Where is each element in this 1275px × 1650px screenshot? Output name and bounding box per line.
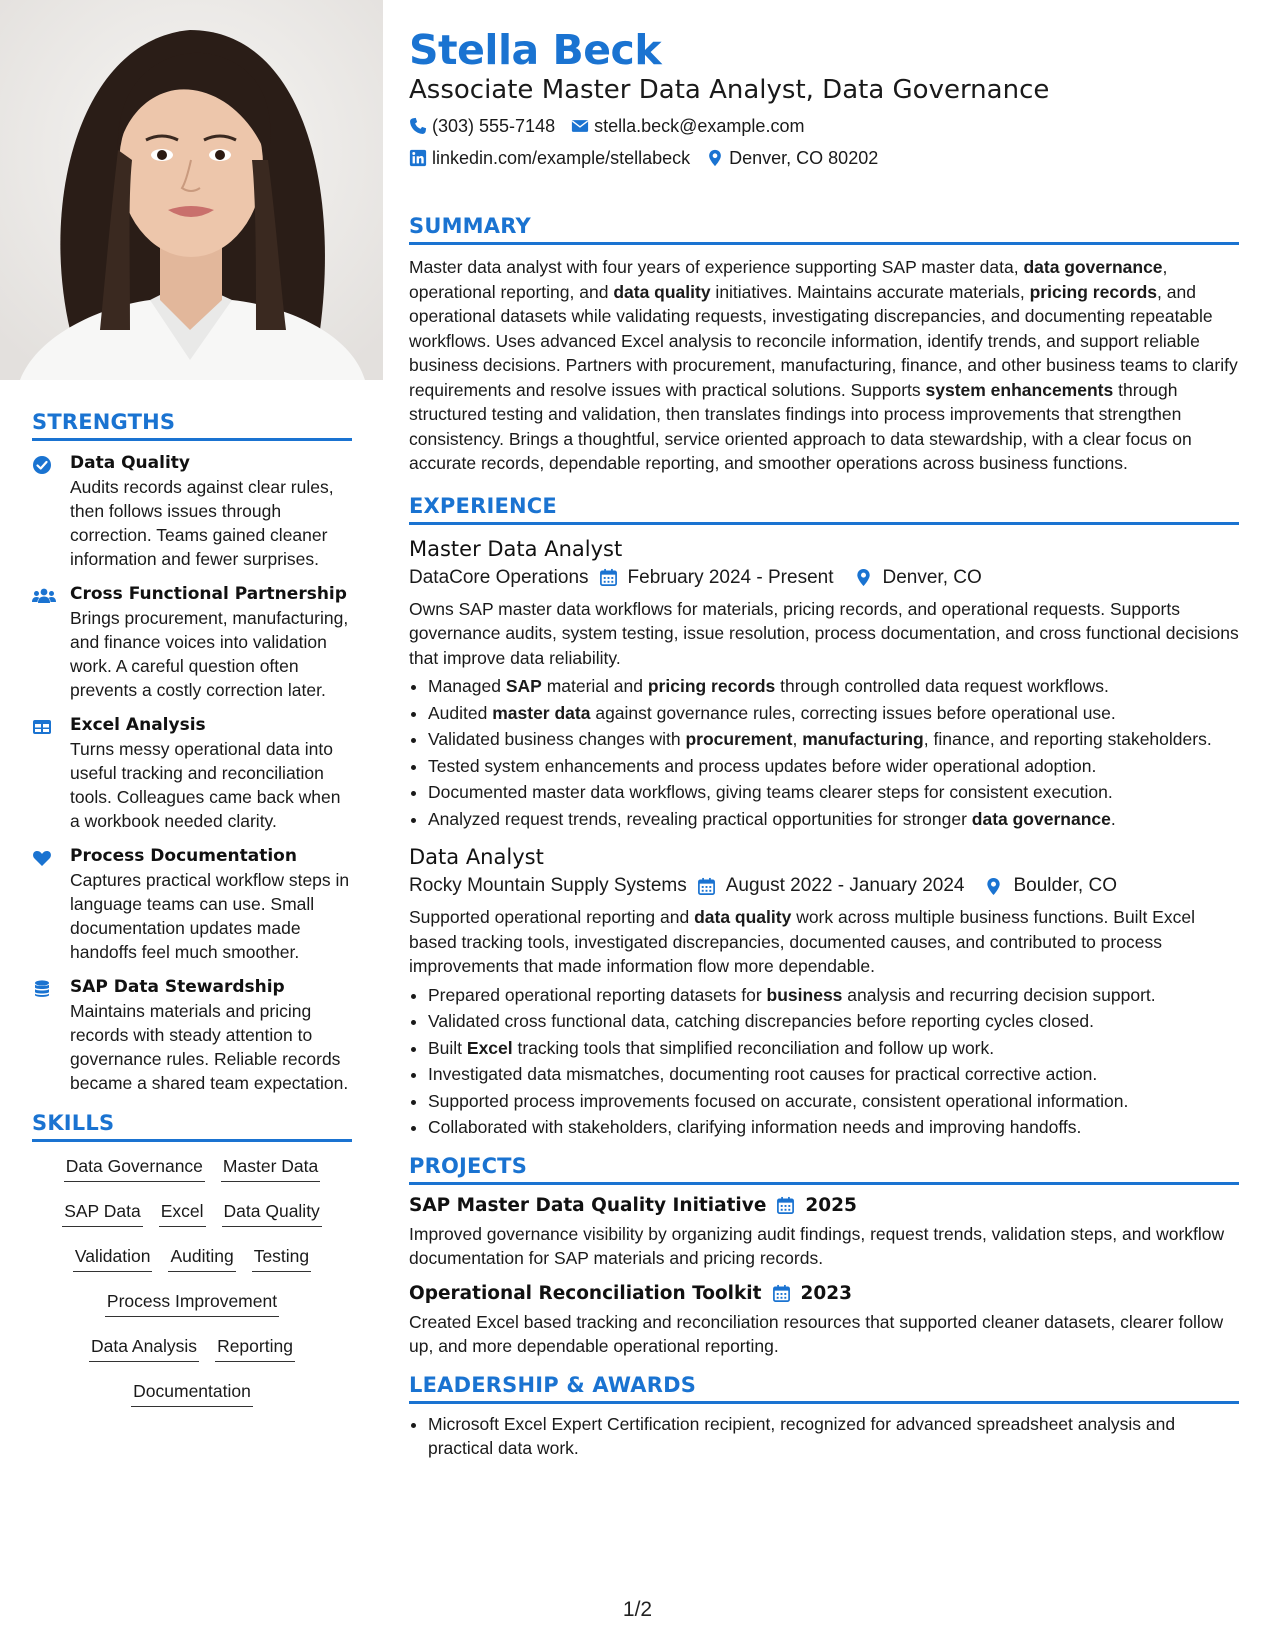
check-circle-icon bbox=[32, 455, 52, 475]
location-text: Denver, CO 80202 bbox=[729, 147, 879, 168]
list-item: • Audited master data against governance rules, correcting issues before operational use. bbox=[428, 701, 1239, 726]
strengths-heading: STRENGTHS bbox=[32, 410, 352, 441]
strength-item bbox=[32, 846, 352, 964]
role-title: Data Analyst bbox=[409, 845, 544, 869]
profile-portrait-icon bbox=[0, 0, 383, 380]
experience-role bbox=[409, 843, 1239, 1140]
table-icon bbox=[32, 717, 52, 737]
leadership-heading: LEADERSHIP & AWARDS bbox=[409, 1373, 1239, 1404]
envelope-icon bbox=[571, 117, 589, 135]
skill-tag: Documentation bbox=[131, 1379, 253, 1407]
summary-section bbox=[409, 214, 1239, 476]
contact-phone[interactable] bbox=[409, 116, 555, 137]
strength-item bbox=[32, 977, 352, 1095]
calendar-icon bbox=[697, 877, 716, 896]
strength-item bbox=[32, 715, 352, 833]
project-name: Operational Reconciliation Toolkit bbox=[409, 1282, 762, 1304]
strength-description: Brings procurement, manufacturing, and finance voices into validation work. A careful question often prevents a costly correction later. bbox=[70, 608, 349, 700]
database-icon bbox=[32, 979, 52, 999]
strength-item bbox=[32, 453, 352, 571]
list-item: • Microsoft Excel Expert Certification recipient, recognized for advanced spreadsheet analysis and practical data work. bbox=[428, 1412, 1239, 1461]
strength-title: Cross Functional Partnership bbox=[70, 584, 347, 604]
role-description: Supported operational reporting and data quality work across multiple business functions. Built Excel based tracking tools, investigated discrepancies, documented causes, and contributed to process improvements that made information flow more dependable. bbox=[409, 907, 1195, 976]
role-dates: August 2022 - January 2024 bbox=[725, 875, 965, 896]
project-year: 2023 bbox=[800, 1282, 852, 1304]
skill-tag: Master Data bbox=[221, 1154, 320, 1182]
location-pin-icon bbox=[706, 149, 724, 167]
location-pin-icon bbox=[984, 877, 1003, 896]
list-item: • Tested system enhancements and process updates before wider operational adoption. bbox=[428, 754, 1239, 779]
role-location: Boulder, CO bbox=[1013, 875, 1117, 896]
role-bullets bbox=[409, 674, 1239, 831]
email-text: stella.beck@example.com bbox=[594, 115, 805, 136]
skills-list bbox=[32, 1154, 352, 1407]
page-number: 1/2 bbox=[622, 1598, 653, 1621]
main-content bbox=[409, 26, 1239, 1463]
strength-item bbox=[32, 584, 352, 702]
projects-section bbox=[409, 1154, 1239, 1359]
skill-tag: Process Improvement bbox=[105, 1289, 279, 1317]
skill-row bbox=[32, 1154, 352, 1182]
skill-row bbox=[32, 1334, 352, 1362]
company-name: Rocky Mountain Supply Systems bbox=[409, 875, 687, 896]
strength-title: Process Documentation bbox=[70, 846, 297, 866]
skill-tag: Testing bbox=[252, 1244, 311, 1272]
summary-text: Master data analyst with four years of experience supporting SAP master data, data governance, operational reporting, and data quality initiatives. Maintains accurate materials, pricing records, and operational datasets while validating requests, investigating discrepancies, and documenting repeatable workflows. Uses advanced Excel analysis to reconcile information, identify trends, and support reliable business decisions. Partners with procurement, manufacturing, finance, and other business teams to clarify requirements and resolve issues with practical solutions. Supports system enhancements through structured testing and validation, then translates findings into process improvements that strengthen consistency. Brings a thoughtful, service oriented approach to data stewardship, with a clear focus on accurate records, dependable reporting, and smoother operations across business functions. bbox=[409, 257, 1238, 473]
strength-description: Turns messy operational data into useful tracking and reconciliation tools. Colleagues came back when a workbook needed clarity. bbox=[70, 739, 341, 831]
strength-description: Maintains materials and pricing records with steady attention to governance rules. Reliable records became a shared team expectation. bbox=[70, 1001, 349, 1093]
company-name: DataCore Operations bbox=[409, 566, 589, 588]
skills-heading: SKILLS bbox=[32, 1111, 352, 1142]
project-item bbox=[409, 1283, 1239, 1359]
project-description: Created Excel based tracking and reconciliation resources that supported cleaner datasets, clearer follow up, and more dependable operational reporting. bbox=[409, 1311, 1224, 1356]
strengths-list bbox=[32, 453, 352, 1095]
list-item: • Analyzed request trends, revealing practical opportunities for stronger data governance. bbox=[428, 807, 1239, 832]
experience-section bbox=[409, 494, 1239, 1140]
calendar-icon bbox=[776, 1196, 795, 1215]
contact-row bbox=[409, 114, 1239, 138]
list-item: • Validated business changes with procurement, manufacturing, finance, and reporting stakeholders. bbox=[428, 727, 1239, 752]
list-item: • Validated cross functional data, catching discrepancies before reporting cycles closed. bbox=[428, 1009, 1239, 1034]
profile-photo bbox=[0, 0, 383, 380]
phone-icon bbox=[409, 117, 427, 135]
strength-title: SAP Data Stewardship bbox=[70, 977, 285, 997]
skill-tag: SAP Data bbox=[62, 1199, 143, 1227]
role-meta bbox=[409, 875, 1239, 897]
role-bullets bbox=[409, 983, 1239, 1140]
list-item: • Supported process improvements focused on accurate, consistent operational information. bbox=[428, 1089, 1239, 1114]
skill-tag: Excel bbox=[159, 1199, 206, 1227]
list-item: • Built Excel tracking tools that simplified reconciliation and follow up work. bbox=[428, 1036, 1239, 1061]
skill-tag: Reporting bbox=[215, 1334, 295, 1362]
summary-heading: SUMMARY bbox=[409, 214, 1239, 245]
contact-email[interactable] bbox=[571, 116, 804, 137]
contact-row bbox=[409, 146, 1239, 170]
sidebar bbox=[32, 410, 352, 1424]
role-description: Owns SAP master data workflows for materials, pricing records, and operational requests. Supports governance audits, system testing, issue resolution, process documentation, and cross functional decisions that improve data reliability. bbox=[409, 598, 1239, 668]
list-item: • Investigated data mismatches, documenting root causes for practical corrective action. bbox=[428, 1062, 1239, 1087]
contact-linkedin[interactable] bbox=[409, 148, 690, 169]
leadership-bullets bbox=[409, 1412, 1239, 1461]
skill-tag: Validation bbox=[73, 1244, 153, 1272]
candidate-title: Associate Master Data Analyst, Data Governance bbox=[409, 75, 1050, 105]
skill-row bbox=[32, 1244, 352, 1272]
list-item: • Documented master data workflows, giving teams clearer steps for consistent execution. bbox=[428, 780, 1239, 805]
contact-location bbox=[706, 148, 878, 169]
location-pin-icon bbox=[854, 568, 873, 587]
project-name: SAP Master Data Quality Initiative bbox=[409, 1194, 767, 1216]
calendar-icon bbox=[772, 1284, 791, 1303]
calendar-icon bbox=[599, 568, 618, 587]
project-description: Improved governance visibility by organizing audit findings, request trends, validation steps, and workflow documentation for SAP materials and pricing records. bbox=[409, 1223, 1225, 1268]
strength-title: Excel Analysis bbox=[70, 715, 206, 735]
skill-row bbox=[32, 1379, 352, 1407]
skill-row bbox=[32, 1289, 352, 1317]
list-item: • Managed SAP material and pricing records through controlled data request workflows. bbox=[428, 674, 1239, 699]
role-location: Denver, CO bbox=[882, 566, 982, 588]
experience-role bbox=[409, 535, 1239, 832]
phone-text: (303) 555-7148 bbox=[432, 115, 556, 136]
skill-tag: Data Governance bbox=[64, 1154, 205, 1182]
strength-description: Captures practical workflow steps in language teams can use. Small documentation updates made handoffs feel much smoother. bbox=[70, 870, 350, 962]
linkedin-text: linkedin.com/example/stellabeck bbox=[432, 147, 691, 168]
project-year: 2025 bbox=[805, 1194, 857, 1216]
list-item: • Collaborated with stakeholders, clarifying information needs and improving handoffs. bbox=[428, 1115, 1239, 1140]
role-meta bbox=[409, 567, 1239, 589]
linkedin-icon bbox=[409, 149, 427, 167]
skill-row bbox=[32, 1199, 352, 1227]
strength-title: Data Quality bbox=[70, 453, 190, 473]
users-icon bbox=[32, 586, 56, 606]
skill-tag: Auditing bbox=[168, 1244, 235, 1272]
project-item bbox=[409, 1195, 1239, 1271]
skill-tag: Data Analysis bbox=[89, 1334, 199, 1362]
leadership-section bbox=[409, 1373, 1239, 1461]
experience-heading: EXPERIENCE bbox=[409, 494, 1239, 525]
role-dates: February 2024 - Present bbox=[627, 566, 834, 588]
list-item: • Prepared operational reporting datasets for business analysis and recurring decision support. bbox=[428, 983, 1239, 1008]
strength-description: Audits records against clear rules, then follows issues through correction. Teams gained cleaner information and fewer surprises. bbox=[70, 477, 334, 569]
role-title: Master Data Analyst bbox=[409, 536, 623, 561]
projects-heading: PROJECTS bbox=[409, 1154, 1239, 1185]
heart-icon bbox=[32, 848, 52, 868]
candidate-name: Stella Beck bbox=[409, 26, 662, 74]
skill-tag: Data Quality bbox=[222, 1199, 322, 1227]
